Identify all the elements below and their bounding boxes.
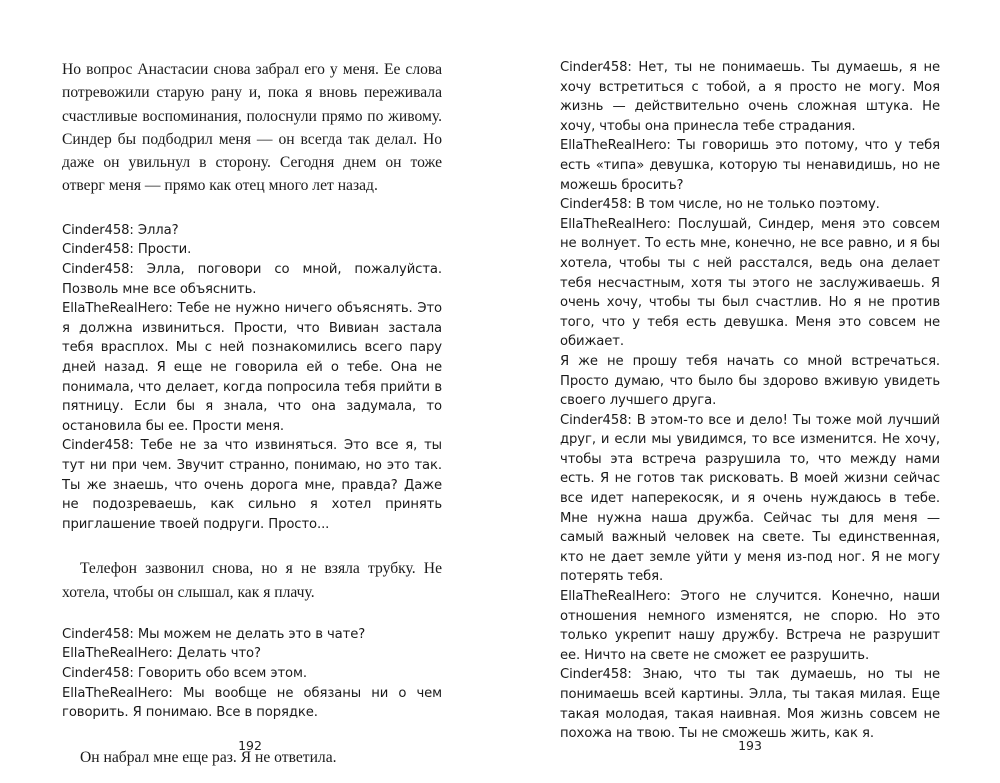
chat-text: В этом-то все и дело! Ты тоже мой лучший друг, и если мы увидимся, то все изменится. Не хочу, чтобы эта встреча разрушила то, что между нами есть. Я не готов так рисковать. В моей жизни сейчас все идет наперекосяк, и я очень нуждаюсь в тебе. Мне нужна наша дружба. Сейчас ты для меня — самый важный человек на свете. Ты единственная, кто не дает земле уйти у меня из-под ног. Я не могу потерять тебя. xyxy=(560,412,940,585)
chat-line xyxy=(560,195,940,215)
chat-line xyxy=(62,644,442,664)
chat-text: Элла? xyxy=(137,222,179,238)
right-text-column xyxy=(560,58,940,744)
left-text-column xyxy=(62,58,442,769)
chat-line xyxy=(560,411,940,587)
chat-text: Делать что? xyxy=(176,646,261,662)
chat-nick: Cinder458: xyxy=(62,626,134,642)
narrative-paragraph: Но вопрос Анастасии снова забрал его у меня. Ее слова потревожили старую рану и, пока я вновь переживала счастливые воспоминания, полоснули прямо по живому. Синдер бы подбодрил меня — он всегда так делал. Но даже он увильнул в сторону. Сегодня днем он тоже отверг меня — прямо как отец много лет назад. xyxy=(62,61,442,195)
chat-nick: Cinder458: xyxy=(560,197,632,213)
chat-text: Мы вообще не обязаны ни о чем говорить. Я понимаю. Все в порядке. xyxy=(62,685,443,721)
chat-line xyxy=(560,352,940,411)
chat-nick: EllaTheRealHero: xyxy=(560,216,671,232)
chat-nick: Cinder458: xyxy=(560,667,632,683)
chat-nick: EllaTheRealHero: xyxy=(560,589,671,605)
chat-line xyxy=(62,625,442,645)
chat-nick: Cinder458: xyxy=(62,261,134,277)
chat-nick: EllaTheRealHero: xyxy=(62,301,173,317)
chat-line xyxy=(62,221,442,241)
chat-line xyxy=(560,665,940,743)
narrative-paragraph: Он набрал мне еще раз. Я не ответила. xyxy=(80,748,337,766)
chat-line xyxy=(560,587,940,665)
chat-text: Элла, поговори со мной, пожалуйста. Позволь мне все объяснить. xyxy=(62,261,442,297)
narrative-paragraph: Телефон зазвонил снова, но я не взяла трубку. Не хотела, чтобы он слышал, как я плачу. xyxy=(62,560,442,601)
chat-text: Послушай, Синдер, меня это совсем не волнует. То есть мне, конечно, не все равно, и я бы хотела, чтобы ты с ней расстался, ведь она делает тебя несчастным, хотя ты этого не заслуживаешь. Я очень хочу, чтобы ты был счастлив. Но я не против того, что у тебя есть девушка. Меня это совсем не обижает. xyxy=(560,216,940,350)
chat-nick: Cinder458: xyxy=(560,60,632,75)
chat-line xyxy=(62,664,442,684)
chat-line xyxy=(62,240,442,260)
right-page xyxy=(500,0,1000,783)
chat-text: Говорить обо всем этом. xyxy=(137,666,307,682)
page-number: 192 xyxy=(238,738,262,753)
chat-line xyxy=(560,58,940,136)
chat-text: Тебе не за что извиняться. Это все я, ты тут ни при чем. Звучит странно, понимаю, но это так. Ты же знаешь, что очень дорога мне, правда? Даже не подозреваешь, как сильно я хотел принять приглашение твоей подруги. Просто... xyxy=(62,438,442,532)
chat-nick: Cinder458: xyxy=(62,222,134,238)
chat-line xyxy=(560,136,940,195)
chat-text: Тебе не нужно ничего объяснять. Это я должна извиниться. Прости, что Вивиан застала тебя врасплох. Мы с ней познакомились всего пару дней назад. Я еще не говорила ей о тебе. Она не понимала, что делает, когда попросила тебя прийти в пятницу. Если бы я знала, что она задумала, то остановила бы ее. Прости меня. xyxy=(62,301,442,434)
chat-nick: EllaTheRealHero: xyxy=(560,138,671,154)
chat-nick: Cinder458: xyxy=(560,412,632,428)
chat-line xyxy=(62,436,442,534)
chat-line xyxy=(62,260,442,299)
chat-text: Я же не прошу тебя начать со мной встречаться. Просто думаю, что было бы здорово вживую увидеть своего лучшего друга. xyxy=(560,353,940,409)
chat-text: Нет, ты не понимаешь. Ты думаешь, я не хочу встретиться с тобой, а я просто не могу. Моя жизнь — действительно очень сложная штука. Не хочу, чтобы она принесла тебе страдания. xyxy=(560,60,940,134)
chat-line xyxy=(62,684,442,723)
chat-nick: Cinder458: xyxy=(62,666,134,682)
chat-nick: Cinder458: xyxy=(62,242,134,258)
page-number: 193 xyxy=(738,738,762,753)
chat-text: Ты говоришь это потому, что у тебя есть «типа» девушка, которую ты ненавидишь, но не можешь бросить? xyxy=(560,138,941,193)
chat-line xyxy=(62,299,442,436)
chat-text: В том числе, но не только поэтому. xyxy=(635,197,880,213)
chat-nick: EllaTheRealHero: xyxy=(62,646,173,662)
chat-text: Этого не случится. Конечно, наши отношения немного изменятся, не спорю. Но это только укрепит нашу дружбу. Встреча не разрушит ее. Ничто на свете не сможет ее разрушить. xyxy=(560,589,941,663)
chat-nick: EllaTheRealHero: xyxy=(62,685,173,701)
chat-nick: Cinder458: xyxy=(62,438,134,454)
chat-text: Мы можем не делать это в чате? xyxy=(137,626,366,642)
chat-text: Прости. xyxy=(137,242,192,258)
chat-line xyxy=(560,215,940,352)
chat-text: Знаю, что ты так думаешь, но ты не понимаешь всей картины. Элла, ты такая милая. Еще такая молодая, такая наивная. Моя жизнь совсем не похожа на твою. Ты не сможешь жить, как я. xyxy=(560,667,940,742)
